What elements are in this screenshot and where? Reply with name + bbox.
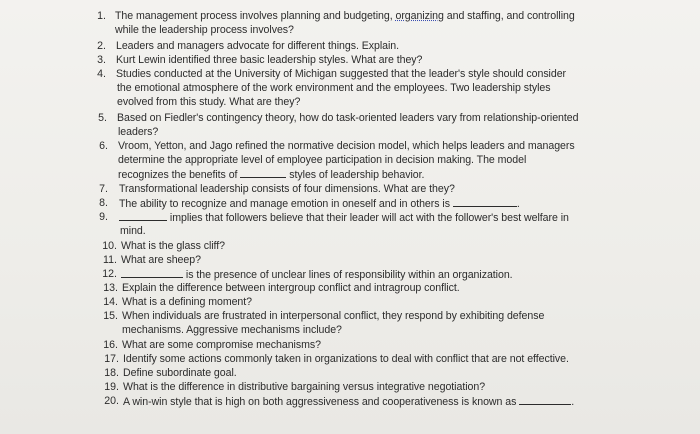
question-11: What are sheep? [121, 254, 201, 266]
item-number: 15. [103, 310, 118, 322]
item-number: 4. [97, 68, 106, 80]
item-number: 6. [99, 140, 108, 152]
organizing-word: organizing [395, 10, 444, 22]
answer-blank [519, 395, 571, 405]
question-16: What are some compromise mechanisms? [122, 339, 321, 351]
question-6-line-1: Vroom, Yetton, and Jago refined the normative decision model, which helps leaders and managers [118, 140, 575, 152]
item-number: 5. [98, 112, 107, 124]
item-number: 8. [99, 197, 108, 209]
item-number: 10. [102, 240, 117, 252]
question-12: is the presence of unclear lines of responsibility within an organization. [121, 268, 513, 282]
item-number: 16. [103, 339, 118, 351]
question-14: What is a defining moment? [122, 296, 253, 308]
question-8: The ability to recognize and manage emotion in oneself and in others is . [119, 198, 520, 210]
answer-blank [240, 168, 286, 178]
item-number: 18. [104, 367, 119, 379]
question-15-line-2: mechanisms. Aggressive mechanisms include? [122, 324, 342, 336]
question-3: Kurt Lewin identified three basic leadership styles. What are they? [116, 54, 423, 66]
item-number: 11. [103, 254, 117, 266]
question-19: What is the difference in distributive bargaining versus integrative negotiation? [123, 381, 486, 393]
item-number: 14. [103, 296, 118, 308]
question-1-line-2: while the leadership process involves? [115, 24, 294, 36]
question-20: A win-win style that is high on both aggressiveness and cooperativeness is known as . [123, 396, 575, 408]
item-number: 13. [103, 282, 118, 294]
item-number: 20. [104, 395, 119, 407]
item-number: 7. [99, 183, 108, 195]
answer-blank [119, 211, 167, 221]
question-5-line-1: Based on Fiedler's contingency theory, how do task-oriented leaders vary from relationship-oriented [117, 112, 579, 124]
item-number: 2. [97, 40, 106, 52]
question-9-line-2: mind. [120, 225, 146, 237]
question-6-line-2: determine the appropriate level of employee participation in decision making. The model [118, 154, 527, 166]
question-10: What is the glass cliff? [121, 240, 225, 252]
question-15-line-1: When individuals are frustrated in interpersonal conflict, they respond by exhibiting defense [122, 310, 545, 322]
question-4-line-3: evolved from this study. What are they? [117, 96, 301, 108]
item-number: 17. [104, 353, 119, 365]
item-number: 3. [97, 54, 106, 66]
question-18: Define subordinate goal. [123, 367, 237, 379]
answer-blank [121, 268, 183, 278]
question-6-line-3: recognizes the benefits of styles of leadership behavior. [118, 169, 425, 181]
question-9-line-1: implies that followers believe that their leader will act with the follower's best welfare in [119, 211, 569, 225]
item-number: 12. [102, 268, 117, 280]
item-number: 1. [97, 10, 106, 22]
question-1-line-1: The management process involves planning and budgeting, organizing and staffing, and controlling [115, 10, 575, 22]
question-7: Transformational leadership consists of four dimensions. What are they? [119, 183, 455, 195]
question-2: Leaders and managers advocate for different things. Explain. [116, 40, 400, 52]
item-number: 19. [104, 381, 119, 393]
question-13: Explain the difference between intergroup conflict and intragroup conflict. [122, 282, 460, 294]
question-4-line-1: Studies conducted at the University of Michigan suggested that the leader's style should consider [116, 68, 567, 80]
question-5-line-2: leaders? [118, 126, 159, 138]
question-4-line-2: the emotional atmosphere of the work environment and the employees. Two leadership styles [117, 82, 551, 94]
question-17: Identify some actions commonly taken in organizations to deal with conflict that are not effective. [123, 353, 569, 365]
item-number: 9. [99, 211, 108, 223]
answer-blank [453, 197, 517, 207]
